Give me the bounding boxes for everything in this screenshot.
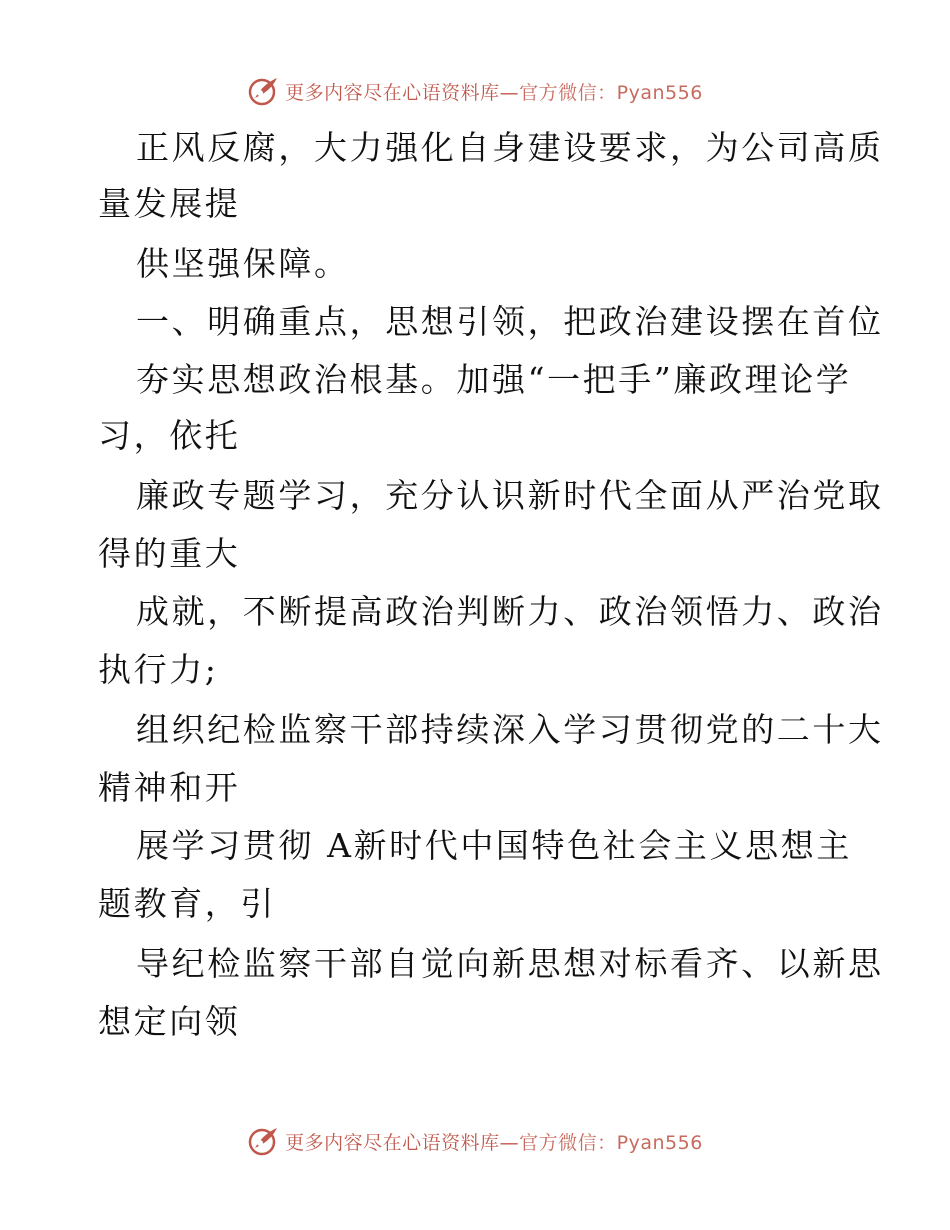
footer-banner-text: 更多内容尽在心语资料库— bbox=[285, 1131, 520, 1154]
text-line: 成就，不断提高政治判断力、政治领悟力、政治 bbox=[136, 592, 884, 631]
text-line: 习，依托 bbox=[98, 416, 241, 455]
footer-banner bbox=[0, 1124, 950, 1158]
text-line: 精神和开 bbox=[98, 768, 241, 807]
header-banner bbox=[0, 74, 950, 108]
header-banner-text: 更多内容尽在心语资料库— bbox=[285, 81, 520, 104]
footer-wechat: 官方微信：Pyan556 bbox=[519, 1131, 703, 1154]
text-line: 得的重大 bbox=[98, 534, 241, 573]
text-line: 量发展提 bbox=[98, 184, 241, 223]
header-wechat: 官方微信：Pyan556 bbox=[519, 81, 703, 104]
text-line: 一、明确重点，思想引领，把政治建设摆在首位 bbox=[136, 302, 884, 341]
text-line: 想定向领 bbox=[98, 1002, 241, 1041]
text-line: 导纪检监察干部自觉向新思想对标看齐、以新思 bbox=[136, 944, 884, 983]
text-line: 展学习贯彻 A新时代中国特色社会主义思想主 bbox=[136, 826, 852, 865]
quill-logo-icon bbox=[247, 1124, 281, 1158]
text-line: 执行力; bbox=[98, 650, 219, 689]
text-line: 廉政专题学习，充分认识新时代全面从严治党取 bbox=[136, 476, 884, 515]
quill-logo-icon bbox=[247, 74, 281, 108]
text-line: 供坚强保障。 bbox=[136, 244, 350, 283]
text-line: 题教育，引 bbox=[98, 884, 276, 923]
text-line: 夯实思想政治根基。加强“一把手”廉政理论学 bbox=[136, 360, 852, 399]
text-line: 正风反腐，大力强化自身建设要求，为公司高质 bbox=[136, 128, 884, 167]
text-line: 组织纪检监察干部持续深入学习贯彻党的二十大 bbox=[136, 710, 884, 749]
